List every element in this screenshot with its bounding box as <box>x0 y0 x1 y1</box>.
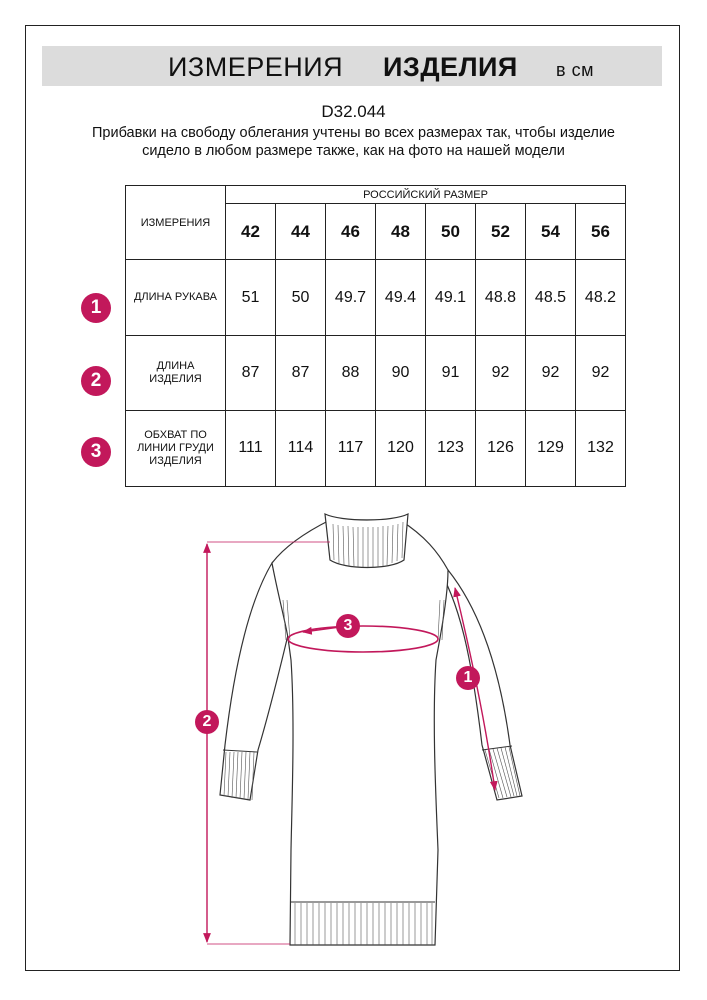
row-label-chest-girth: ОБХВАТ ПО ЛИНИИ ГРУДИ ИЗДЕЛИЯ <box>126 410 226 486</box>
table-cell: 123 <box>426 410 476 486</box>
left-sleeve <box>220 563 288 800</box>
table-cell: 49.4 <box>376 260 426 336</box>
diagram-marker-2: 2 <box>195 710 219 734</box>
table-cell: 117 <box>326 410 376 486</box>
table-cell: 129 <box>526 410 576 486</box>
turtleneck-collar <box>325 514 408 568</box>
table-cell: 111 <box>226 410 276 486</box>
table-cell: 87 <box>226 336 276 410</box>
size-header-cell: 52 <box>476 204 526 260</box>
table-cell: 48.2 <box>576 260 626 336</box>
diagram-marker-3: 3 <box>336 614 360 638</box>
table-cell: 88 <box>326 336 376 410</box>
row-number-badge-3: 3 <box>81 437 111 467</box>
table-cell: 48.5 <box>526 260 576 336</box>
measurements-header: ИЗМЕРЕНИЯ <box>126 186 226 260</box>
dress-outline <box>220 514 522 945</box>
table-row <box>126 260 626 336</box>
size-header-cell: 56 <box>576 204 626 260</box>
table-cell: 92 <box>576 336 626 410</box>
table-cell: 90 <box>376 336 426 410</box>
row-number-badge-2: 2 <box>81 366 111 396</box>
table-row <box>126 336 626 410</box>
table-cell: 120 <box>376 410 426 486</box>
table-cell: 126 <box>476 410 526 486</box>
table-cell: 51 <box>226 260 276 336</box>
russian-size-header: РОССИЙСКИЙ РАЗМЕР <box>226 186 626 204</box>
title-item: ИЗДЕЛИЯ <box>383 52 518 82</box>
table-cell: 92 <box>476 336 526 410</box>
table-cell: 49.1 <box>426 260 476 336</box>
row-label-item-length: ДЛИНА ИЗДЕЛИЯ <box>126 336 226 410</box>
fit-note: Прибавки на свободу облегания учтены во всех размерах так, чтобы изделие сидело в любом размере также, как на фото на нашей модели <box>91 125 615 159</box>
table-cell: 87 <box>276 336 326 410</box>
table-row <box>126 410 626 486</box>
dress-body <box>272 520 448 945</box>
table-cell: 49.7 <box>326 260 376 336</box>
table-cell: 48.8 <box>476 260 526 336</box>
diagram-marker-1: 1 <box>456 666 480 690</box>
row-label-sleeve-length: ДЛИНА РУКАВА <box>126 260 226 336</box>
table-cell: 50 <box>276 260 326 336</box>
size-header-cell: 48 <box>376 204 426 260</box>
row-number-badge-1: 1 <box>81 293 111 323</box>
table-cell: 132 <box>576 410 626 486</box>
size-header-cell: 54 <box>526 204 576 260</box>
title-unit: в см <box>556 60 594 80</box>
dress-diagram <box>0 500 707 960</box>
size-header-cell: 50 <box>426 204 476 260</box>
article-number: D32.044 <box>321 102 386 121</box>
size-header-cell: 42 <box>226 204 276 260</box>
size-table <box>125 185 626 487</box>
title-measurements: ИЗМЕРЕНИЯ <box>168 52 344 82</box>
size-header-cell: 44 <box>276 204 326 260</box>
table-cell: 114 <box>276 410 326 486</box>
size-header-cell: 46 <box>326 204 376 260</box>
table-cell: 92 <box>526 336 576 410</box>
table-cell: 91 <box>426 336 476 410</box>
